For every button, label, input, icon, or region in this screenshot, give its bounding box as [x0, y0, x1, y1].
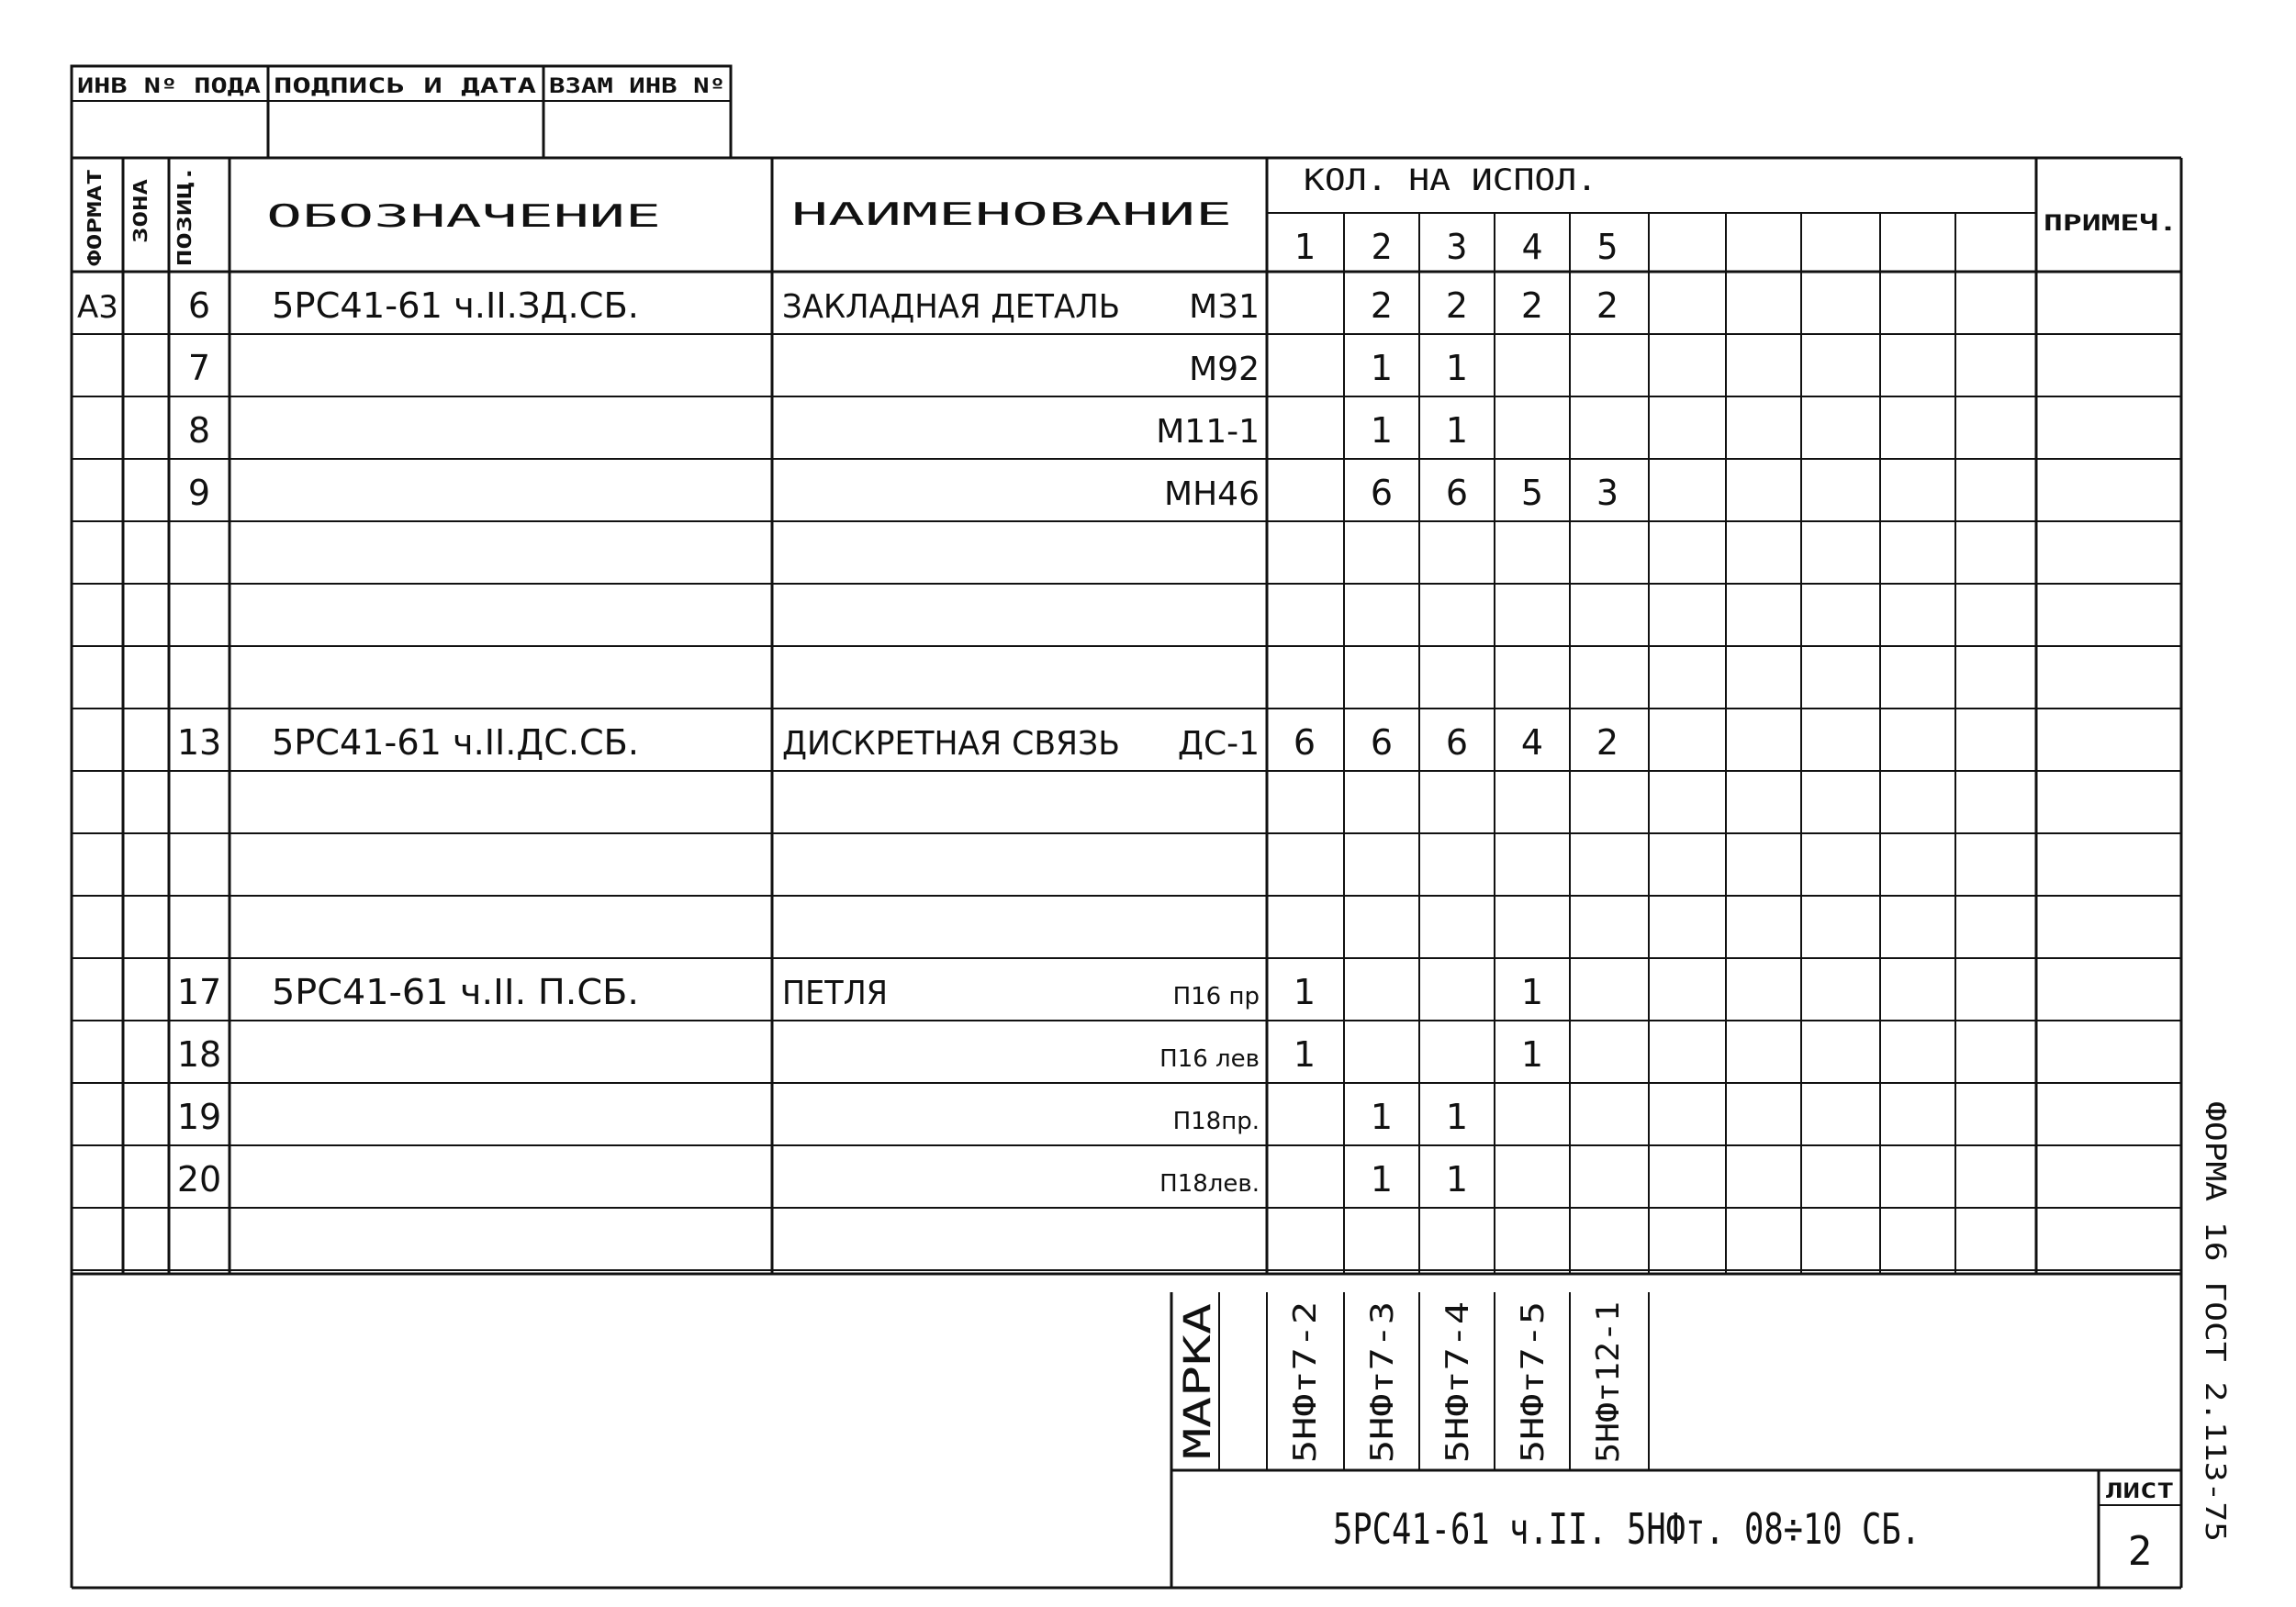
header-format: ФОРМАТ — [84, 199, 106, 266]
cell-name: ЗАКЛАДНАЯ ДЕТАЛЬ — [782, 288, 1120, 326]
table-row — [188, 410, 1468, 451]
gost-form-note: ФОРМА 16 ГОСТ 2.113-75 — [2199, 1101, 2231, 1467]
header-naimenovanie: НАИМЕНОВАНИЕ — [791, 196, 1232, 233]
table-row — [177, 1034, 1543, 1075]
marka-value: 5НФт7-5 — [1515, 1331, 1551, 1463]
title-block — [1333, 1470, 2181, 1588]
table-row — [77, 285, 1618, 326]
cell-qty-4: 1 — [1520, 1034, 1544, 1075]
cell-mark: М31 — [1189, 288, 1260, 326]
table-row — [177, 722, 1618, 763]
header-zona: ЗОНА — [129, 198, 151, 243]
stamp-inv-podl: ИНВ Nº ПОДА — [77, 75, 261, 98]
cell-mark: МН46 — [1164, 475, 1260, 513]
cell-qty-3: 1 — [1445, 1159, 1469, 1200]
stamp-podpis-data: ПОДПИСЬ И ДАТА — [274, 75, 536, 98]
header-variant-4: 4 — [1521, 227, 1543, 267]
cell-qty-2: 1 — [1370, 1159, 1394, 1200]
marka-value: 5НФт12-1 — [1590, 1312, 1627, 1463]
marka-value: 5НФт7-3 — [1364, 1331, 1401, 1463]
inventory-stamp — [72, 66, 731, 158]
stamp-vzam-inv: ВЗАМ ИНВ Nº — [549, 75, 725, 98]
cell-qty-3: 1 — [1445, 410, 1469, 451]
marka-label: МАРКА — [1177, 1348, 1219, 1459]
cell-qty-2: 2 — [1370, 285, 1394, 326]
table-body — [77, 285, 1618, 1200]
cell-format: А3 — [77, 289, 118, 326]
cell-qty-5: 2 — [1596, 285, 1619, 326]
header-primech: ПРИМЕЧ. — [2044, 210, 2178, 236]
header-poz: ПОЗИЦ. — [174, 199, 196, 266]
header-oboznachenie: ОБОЗНАЧЕНИЕ — [266, 198, 661, 235]
list-number: 2 — [2127, 1528, 2153, 1575]
cell-designation: 5РС41-61 ч.II. П.СБ. — [272, 972, 639, 1012]
sheet-designation: 5РС41-61 ч.II. 5НФт. 08÷10 СБ. — [1333, 1504, 1921, 1554]
header-variant-3: 3 — [1446, 227, 1468, 267]
cell-position: 20 — [176, 1159, 222, 1200]
cell-position: 9 — [187, 473, 211, 513]
cell-position: 13 — [176, 722, 222, 763]
table-row — [188, 473, 1618, 513]
table-row — [177, 972, 1543, 1012]
header-variant-5: 5 — [1596, 227, 1618, 267]
cell-mark: П18лев. — [1159, 1170, 1260, 1198]
cell-qty-4: 2 — [1520, 285, 1544, 326]
cell-qty-5: 2 — [1596, 722, 1619, 763]
cell-name: ДИСКРЕТНАЯ СВЯЗЬ — [782, 725, 1120, 763]
cell-position: 8 — [187, 410, 211, 451]
cell-mark: М11-1 — [1156, 413, 1260, 451]
cell-qty-3: 1 — [1445, 1097, 1469, 1137]
cell-qty-1: 6 — [1293, 722, 1316, 763]
cell-qty-3: 6 — [1445, 473, 1469, 513]
table-row — [177, 1159, 1468, 1200]
cell-position: 19 — [176, 1097, 222, 1137]
cell-mark: П16 пр — [1172, 983, 1260, 1010]
cell-qty-5: 3 — [1596, 473, 1619, 513]
cell-qty-1: 1 — [1293, 972, 1316, 1012]
list-label: ЛИСТ — [2106, 1480, 2174, 1503]
cell-mark: П16 лев — [1159, 1045, 1260, 1073]
header-variant-1: 1 — [1294, 227, 1316, 267]
table-row — [177, 1097, 1468, 1137]
cell-designation: 5РС41-61 ч.II.ЗД.СБ. — [272, 285, 639, 326]
cell-qty-2: 6 — [1370, 473, 1394, 513]
cell-qty-3: 6 — [1445, 722, 1469, 763]
cell-qty-4: 4 — [1520, 722, 1544, 763]
header-variant-2: 2 — [1371, 227, 1393, 267]
cell-designation: 5РС41-61 ч.II.ДС.СБ. — [272, 722, 639, 763]
table-row — [188, 348, 1468, 388]
cell-qty-4: 1 — [1520, 972, 1544, 1012]
cell-position: 7 — [187, 348, 211, 388]
cell-position: 18 — [176, 1034, 222, 1075]
cell-mark: П18пр. — [1172, 1108, 1260, 1135]
cell-name: ПЕТЛЯ — [782, 975, 888, 1012]
cell-qty-3: 2 — [1445, 285, 1469, 326]
marka-value: 5НФт7-2 — [1287, 1331, 1324, 1463]
cell-qty-2: 1 — [1370, 410, 1394, 451]
marka-value: 5НФт7-4 — [1439, 1331, 1476, 1463]
cell-qty-3: 1 — [1445, 348, 1469, 388]
cell-qty-2: 1 — [1370, 1097, 1394, 1137]
cell-mark: ДС-1 — [1177, 725, 1260, 763]
main-frame — [72, 158, 2181, 1588]
cell-qty-4: 5 — [1520, 473, 1544, 513]
table-header — [72, 162, 2181, 272]
cell-position: 17 — [176, 972, 222, 1012]
cell-qty-2: 6 — [1370, 722, 1394, 763]
cell-position: 6 — [187, 285, 211, 326]
cell-qty-1: 1 — [1293, 1034, 1316, 1075]
header-kol: КОЛ. НА ИСПОЛ. — [1304, 162, 1597, 197]
cell-qty-2: 1 — [1370, 348, 1394, 388]
cell-mark: М92 — [1189, 351, 1260, 388]
